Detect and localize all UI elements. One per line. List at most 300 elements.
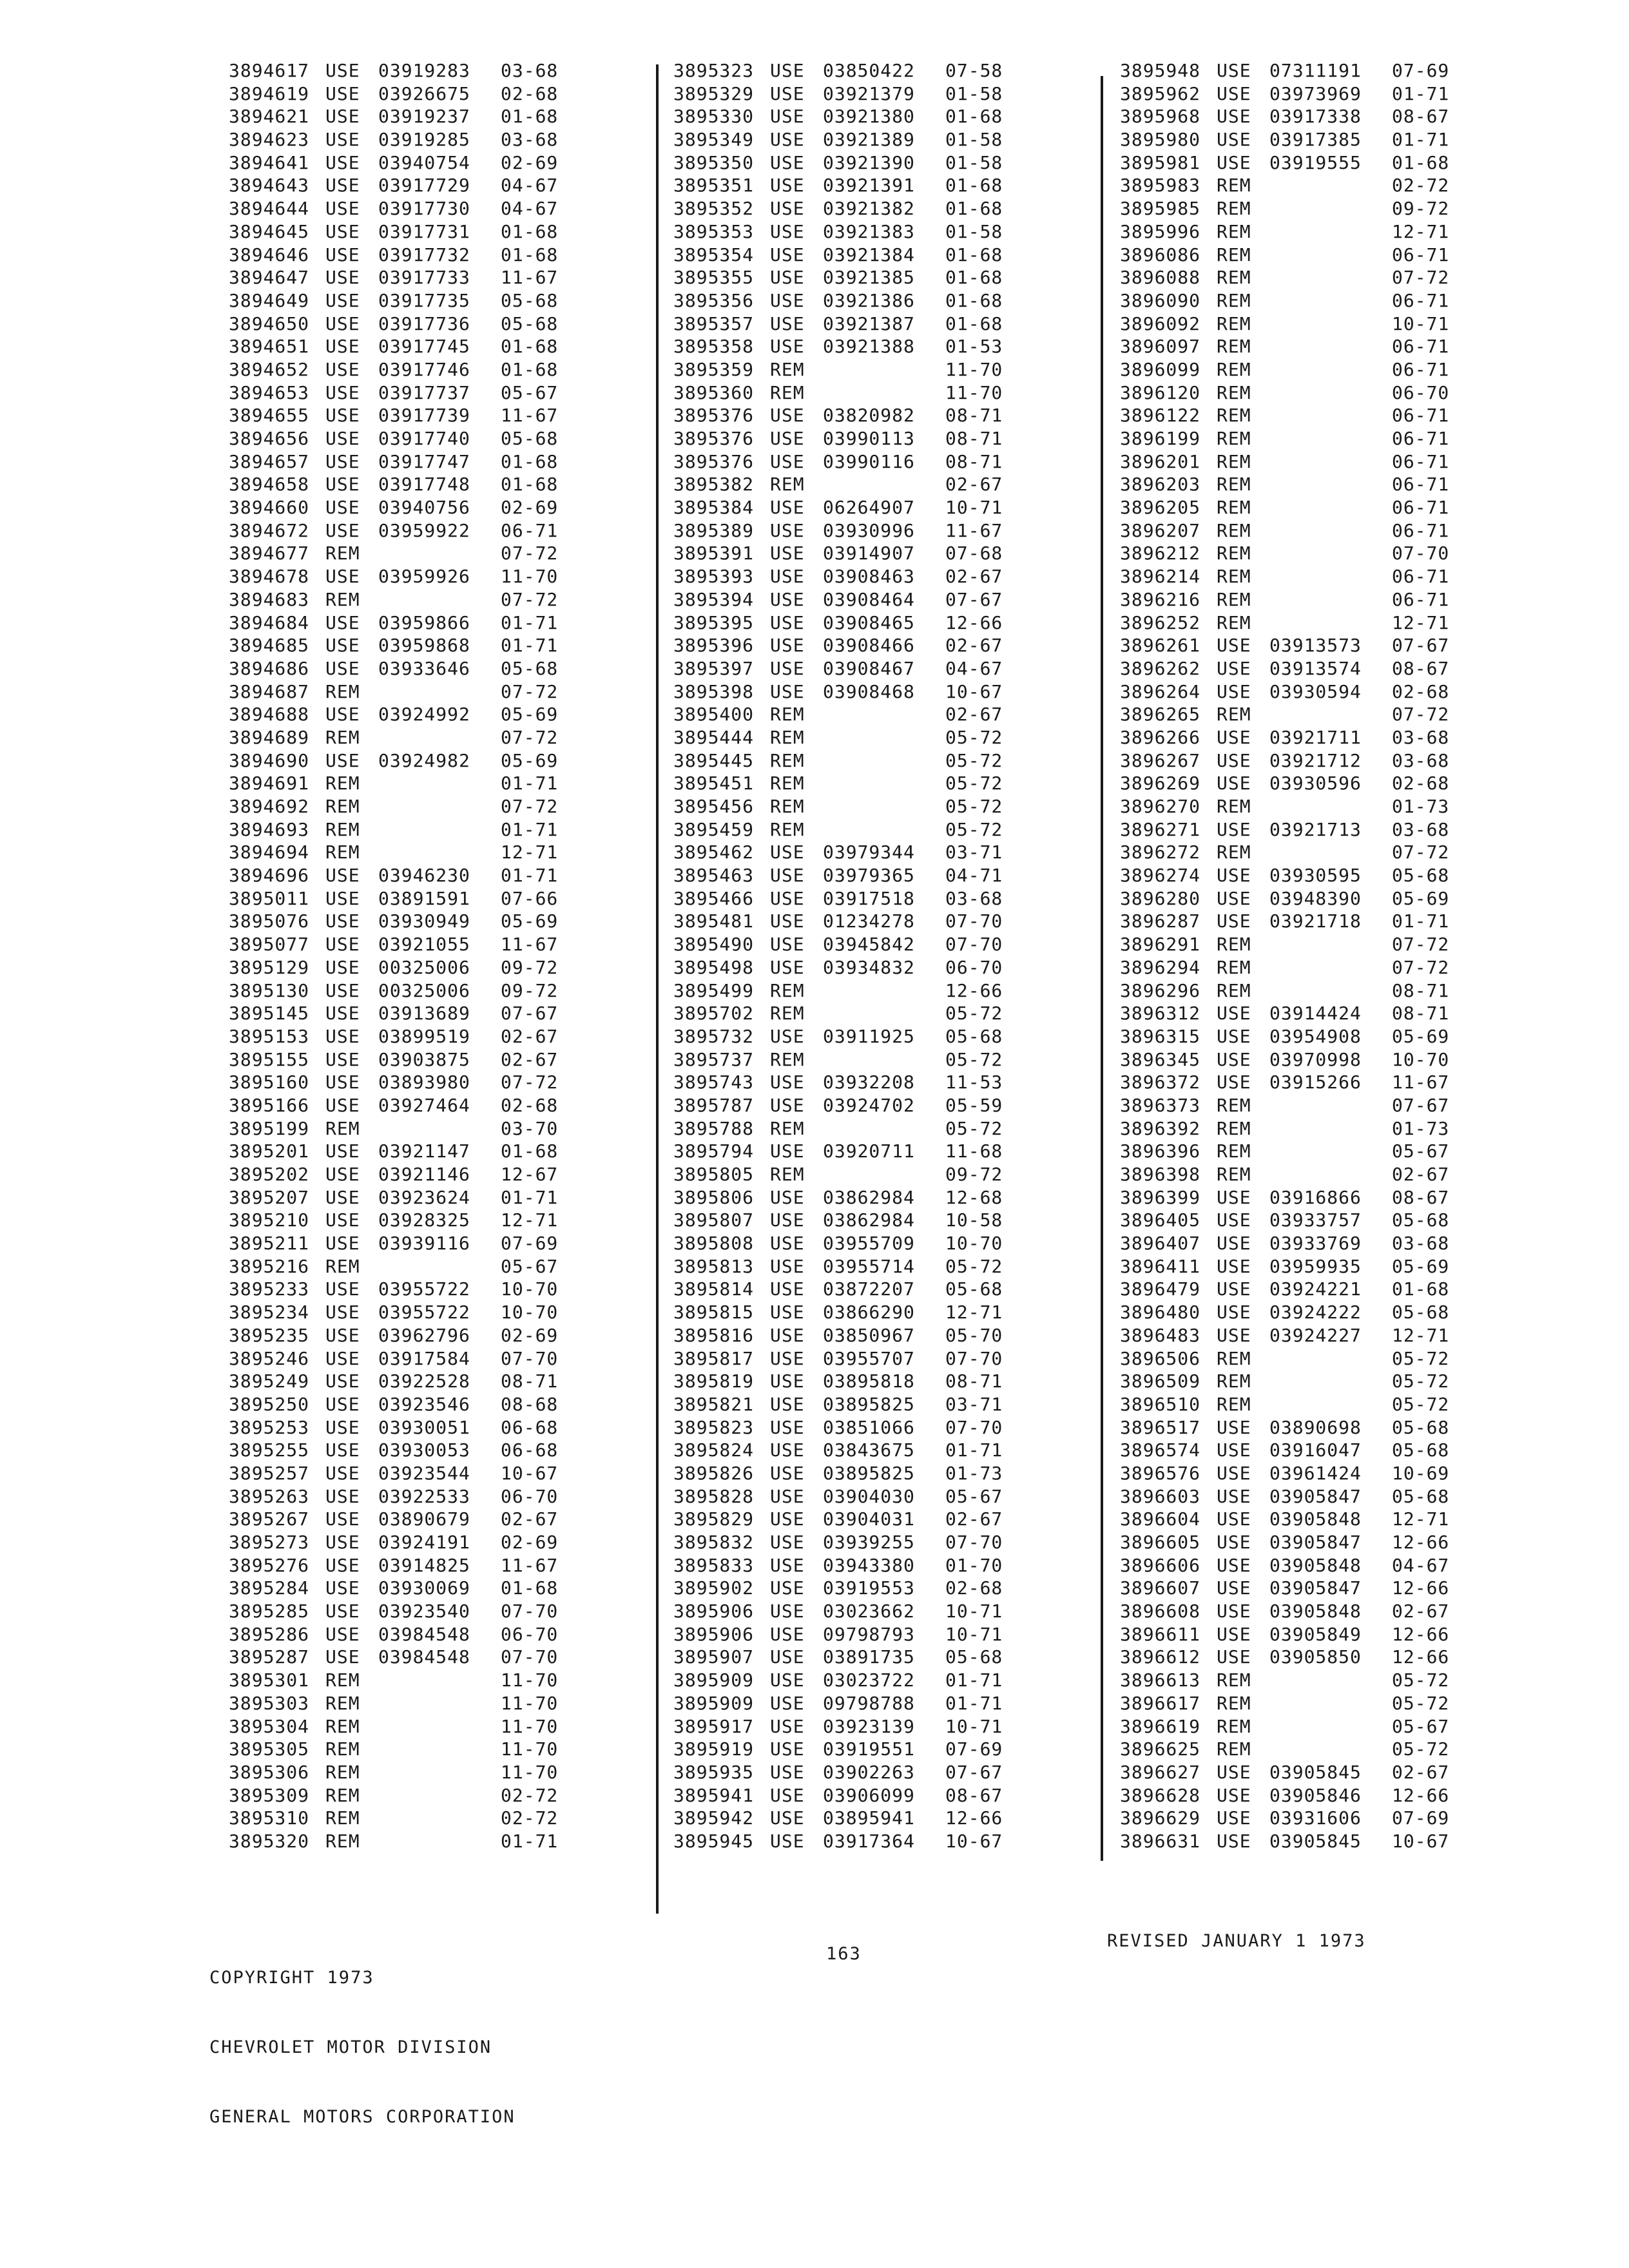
table-row (229, 1508, 565, 1531)
table-row (1120, 1508, 1456, 1531)
effective-date: 12-71 (1392, 1508, 1450, 1530)
part-number: 3895816 (673, 1324, 755, 1346)
part-number: 3895962 (1120, 82, 1201, 104)
part-number: 3895273 (229, 1532, 310, 1553)
effective-date: 07-72 (501, 543, 559, 564)
part-number: 3895833 (673, 1554, 755, 1576)
effective-date: 01-71 (501, 1186, 559, 1208)
part-number: 3895255 (229, 1439, 310, 1461)
part-number: 3895907 (673, 1646, 755, 1668)
part-number: 3895814 (673, 1278, 755, 1300)
action-code: USE (1217, 1209, 1251, 1231)
part-number: 3896506 (1120, 1347, 1201, 1369)
action-code: USE (1217, 1025, 1251, 1047)
replacement-number: 03890679 (378, 1508, 470, 1530)
table-row (1120, 1784, 1456, 1807)
action-code: REM (325, 543, 360, 564)
action-code: REM (1217, 1669, 1251, 1691)
part-number: 3896092 (1120, 312, 1201, 334)
part-number: 3895466 (673, 887, 755, 909)
table-row (1120, 266, 1456, 289)
action-code: REM (325, 1830, 360, 1852)
effective-date: 05-68 (945, 1025, 1003, 1047)
replacement-number: 03924982 (378, 749, 470, 771)
effective-date: 04-67 (501, 198, 559, 220)
table-row (673, 1324, 1010, 1347)
effective-date: 01-68 (945, 244, 1003, 265)
action-code: USE (770, 611, 805, 633)
effective-date: 02-68 (1392, 773, 1450, 794)
effective-date: 10-71 (945, 1715, 1003, 1737)
action-code: USE (770, 1278, 805, 1300)
effective-date: 02-67 (945, 566, 1003, 588)
table-row (1120, 427, 1456, 450)
table-row (673, 1186, 1010, 1209)
action-code: REM (1217, 519, 1251, 541)
table-row (673, 1646, 1010, 1669)
effective-date: 04-67 (945, 657, 1003, 679)
table-row (673, 864, 1010, 887)
table-row (1120, 1462, 1456, 1485)
action-code: REM (325, 818, 360, 840)
part-number: 3895309 (229, 1784, 310, 1806)
part-number: 3895444 (673, 726, 755, 748)
table-row (673, 244, 1010, 267)
table-row (229, 634, 565, 657)
part-number: 3895351 (673, 175, 755, 197)
table-row (229, 703, 565, 726)
effective-date: 07-72 (1392, 934, 1450, 956)
table-row (673, 335, 1010, 358)
table-row (673, 1439, 1010, 1462)
part-number: 3896120 (1120, 381, 1201, 403)
part-number: 3894660 (229, 497, 310, 519)
part-number: 3896212 (1120, 543, 1201, 564)
replacement-number: 03922528 (378, 1370, 470, 1392)
replacement-number: 03955722 (378, 1302, 470, 1323)
table-row (673, 1347, 1010, 1370)
action-code: REM (1217, 497, 1251, 519)
effective-date: 08-67 (1392, 106, 1450, 128)
action-code: USE (325, 566, 360, 588)
effective-date: 12-71 (501, 841, 559, 863)
effective-date: 03-68 (945, 887, 1003, 909)
effective-date: 01-73 (1392, 796, 1450, 817)
effective-date: 12-71 (1392, 611, 1450, 633)
table-row (673, 1531, 1010, 1554)
part-number: 3895909 (673, 1692, 755, 1714)
replacement-number: 03945842 (823, 934, 915, 956)
replacement-number: 03923624 (378, 1186, 470, 1208)
part-number: 3895397 (673, 657, 755, 679)
replacement-number: 09798788 (823, 1692, 915, 1714)
effective-date: 01-68 (501, 244, 559, 265)
table-row (673, 220, 1010, 244)
effective-date: 10-71 (945, 1600, 1003, 1622)
action-code: USE (325, 106, 360, 128)
replacement-number: 03955707 (823, 1347, 915, 1369)
table-row (229, 933, 565, 956)
table-row (1120, 979, 1456, 1003)
effective-date: 08-67 (1392, 657, 1450, 679)
effective-date: 05-68 (501, 657, 559, 679)
effective-date: 12-66 (1392, 1646, 1450, 1668)
part-number: 3895301 (229, 1669, 310, 1691)
table-row (673, 1140, 1010, 1163)
effective-date: 07-69 (945, 1738, 1003, 1760)
table-row (1120, 404, 1456, 427)
replacement-number: 03911925 (823, 1025, 915, 1047)
effective-date: 01-71 (501, 1830, 559, 1852)
table-row (1120, 680, 1456, 704)
action-code: USE (325, 910, 360, 932)
table-row (1120, 289, 1456, 312)
action-code: REM (325, 796, 360, 817)
effective-date: 01-73 (1392, 1117, 1450, 1139)
action-code: REM (325, 1784, 360, 1806)
replacement-number: 03917747 (378, 450, 470, 472)
replacement-number: 03930595 (1269, 865, 1362, 887)
replacement-number: 03923540 (378, 1600, 470, 1622)
replacement-number: 09798793 (823, 1623, 915, 1645)
effective-date: 04-71 (945, 865, 1003, 887)
part-number: 3894677 (229, 543, 310, 564)
effective-date: 07-67 (1392, 635, 1450, 657)
action-code: REM (325, 1738, 360, 1760)
effective-date: 11-70 (501, 1738, 559, 1760)
part-number: 3895985 (1120, 198, 1201, 220)
replacement-number: 03940754 (378, 151, 470, 173)
effective-date: 03-71 (945, 841, 1003, 863)
action-code: USE (1217, 1048, 1251, 1070)
action-code: USE (325, 336, 360, 358)
effective-date: 07-72 (1392, 704, 1450, 726)
part-number: 3895358 (673, 336, 755, 358)
replacement-number: 03895818 (823, 1370, 915, 1392)
table-row (673, 174, 1010, 197)
part-number: 3896205 (1120, 497, 1201, 519)
part-number: 3895306 (229, 1761, 310, 1783)
effective-date: 08-71 (1392, 1003, 1450, 1024)
replacement-number: 03923546 (378, 1393, 470, 1415)
part-number: 3895320 (229, 1830, 310, 1852)
replacement-number: 03921718 (1269, 910, 1362, 932)
action-code: USE (770, 1600, 805, 1622)
table-row (673, 1508, 1010, 1531)
effective-date: 01-71 (501, 818, 559, 840)
part-number: 3896261 (1120, 635, 1201, 657)
table-row (1120, 1117, 1456, 1140)
action-code: REM (770, 818, 805, 840)
table-row (1120, 312, 1456, 336)
table-row (229, 1715, 565, 1738)
action-code: USE (325, 1186, 360, 1208)
effective-date: 05-72 (945, 796, 1003, 817)
part-number: 3895826 (673, 1462, 755, 1484)
effective-date: 06-71 (1392, 474, 1450, 495)
replacement-number: 03913574 (1269, 657, 1362, 679)
part-number: 3894644 (229, 198, 310, 220)
effective-date: 02-69 (501, 1324, 559, 1346)
table-row (229, 473, 565, 496)
action-code: USE (325, 1439, 360, 1461)
replacement-number: 03979344 (823, 841, 915, 863)
action-code: REM (1217, 198, 1251, 220)
effective-date: 05-72 (945, 773, 1003, 794)
table-row (673, 519, 1010, 543)
table-row (229, 1830, 565, 1853)
action-code: USE (325, 1370, 360, 1392)
effective-date: 06-71 (1392, 497, 1450, 519)
part-number: 3895233 (229, 1278, 310, 1300)
part-number: 3895815 (673, 1302, 755, 1323)
effective-date: 07-67 (501, 1003, 559, 1024)
effective-date: 07-69 (501, 1233, 559, 1254)
action-code: USE (770, 198, 805, 220)
effective-date: 06-71 (1392, 566, 1450, 588)
table-row (229, 1531, 565, 1554)
effective-date: 05-69 (1392, 1025, 1450, 1047)
part-number: 3895285 (229, 1600, 310, 1622)
effective-date: 05-68 (501, 312, 559, 334)
table-row (1120, 588, 1456, 611)
part-number: 3896480 (1120, 1302, 1201, 1323)
replacement-number: 00325006 (378, 956, 470, 978)
replacement-number: 03866290 (823, 1302, 915, 1323)
effective-date: 11-70 (501, 1669, 559, 1691)
table-row (673, 956, 1010, 979)
effective-date: 07-72 (1392, 267, 1450, 289)
table-row (673, 749, 1010, 773)
replacement-number: 03023662 (823, 1600, 915, 1622)
part-number: 3895287 (229, 1646, 310, 1668)
table-row (673, 404, 1010, 427)
action-code: USE (1217, 1485, 1251, 1507)
table-row (673, 841, 1010, 864)
part-number: 3896607 (1120, 1577, 1201, 1599)
copyright-line: CHEVROLET MOTOR DIVISION (209, 2037, 492, 2057)
table-row (673, 1094, 1010, 1117)
part-number: 3894621 (229, 106, 310, 128)
effective-date: 12-71 (945, 1302, 1003, 1323)
part-number: 3895349 (673, 129, 755, 151)
effective-date: 05-72 (1392, 1692, 1450, 1714)
part-number: 3896271 (1120, 818, 1201, 840)
action-code: USE (325, 82, 360, 104)
action-code: USE (325, 198, 360, 220)
effective-date: 06-71 (501, 519, 559, 541)
table-row (673, 266, 1010, 289)
table-row (673, 105, 1010, 128)
replacement-number: 03893980 (378, 1072, 470, 1093)
part-number: 3895153 (229, 1025, 310, 1047)
table-row (673, 1232, 1010, 1255)
action-code: REM (1217, 244, 1251, 265)
action-code: USE (1217, 106, 1251, 128)
table-row (229, 427, 565, 450)
action-code: USE (325, 1164, 360, 1185)
part-number: 3895329 (673, 82, 755, 104)
action-code: REM (770, 358, 805, 380)
part-number: 3895456 (673, 796, 755, 817)
table-row (1120, 1048, 1456, 1072)
action-code: USE (325, 1302, 360, 1323)
replacement-number: 03850967 (823, 1324, 915, 1346)
action-code: USE (770, 841, 805, 863)
replacement-number: 03926675 (378, 82, 470, 104)
table-row (1120, 128, 1456, 151)
effective-date: 01-68 (945, 267, 1003, 289)
action-code: USE (325, 1324, 360, 1346)
effective-date: 04-67 (501, 175, 559, 197)
effective-date: 12-71 (1392, 1324, 1450, 1346)
action-code: USE (1217, 887, 1251, 909)
effective-date: 07-69 (1392, 1807, 1450, 1829)
part-number: 3896396 (1120, 1140, 1201, 1162)
action-code: USE (325, 1462, 360, 1484)
effective-date: 10-71 (1392, 312, 1450, 334)
action-code: USE (1217, 910, 1251, 932)
part-number: 3896265 (1120, 704, 1201, 726)
part-number: 3895253 (229, 1416, 310, 1438)
action-code: USE (325, 405, 360, 427)
effective-date: 01-71 (945, 1439, 1003, 1461)
part-number: 3895398 (673, 680, 755, 702)
part-number: 3895396 (673, 635, 755, 657)
action-code: USE (770, 450, 805, 472)
action-code: REM (1217, 1117, 1251, 1139)
effective-date: 05-72 (1392, 1738, 1450, 1760)
table-row (673, 657, 1010, 680)
part-number: 3894672 (229, 519, 310, 541)
table-row (673, 381, 1010, 405)
action-code: USE (325, 129, 360, 151)
table-row (229, 1738, 565, 1761)
replacement-number: 03917748 (378, 474, 470, 495)
effective-date: 02-67 (945, 1508, 1003, 1530)
table-row (673, 887, 1010, 910)
replacement-number: 03919553 (823, 1577, 915, 1599)
effective-date: 05-67 (501, 1255, 559, 1277)
table-row (1120, 174, 1456, 197)
table-row (673, 1807, 1010, 1830)
part-number: 3896203 (1120, 474, 1201, 495)
table-row (673, 634, 1010, 657)
replacement-number: 03921385 (823, 267, 915, 289)
action-code: REM (325, 726, 360, 748)
table-row (229, 1554, 565, 1577)
table-row (1120, 496, 1456, 519)
replacement-number: 03921390 (823, 151, 915, 173)
part-number: 3895832 (673, 1532, 755, 1553)
action-code: USE (770, 1094, 805, 1116)
table-row (229, 680, 565, 704)
effective-date: 02-67 (1392, 1761, 1450, 1783)
action-code: USE (770, 588, 805, 610)
replacement-number: 03905849 (1269, 1623, 1362, 1645)
action-code: USE (770, 151, 805, 173)
action-code: REM (1217, 1347, 1251, 1369)
table-row (1120, 887, 1456, 910)
replacement-number: 03908465 (823, 611, 915, 633)
part-number: 3895357 (673, 312, 755, 334)
action-code: USE (770, 336, 805, 358)
action-code: USE (1217, 1072, 1251, 1093)
replacement-number: 03955709 (823, 1233, 915, 1254)
effective-date: 05-72 (945, 1003, 1003, 1024)
part-number: 3895201 (229, 1140, 310, 1162)
replacement-number: 03895941 (823, 1807, 915, 1829)
replacement-number: 03905847 (1269, 1485, 1362, 1507)
effective-date: 12-66 (945, 1807, 1003, 1829)
replacement-number: 03913689 (378, 1003, 470, 1024)
effective-date: 02-67 (945, 704, 1003, 726)
table-row (1120, 864, 1456, 887)
table-row (1120, 611, 1456, 635)
action-code: USE (1217, 726, 1251, 748)
replacement-number: 03843675 (823, 1439, 915, 1461)
replacement-number: 03917736 (378, 312, 470, 334)
part-number: 3896312 (1120, 1003, 1201, 1024)
effective-date: 06-68 (501, 1416, 559, 1438)
part-number: 3895286 (229, 1623, 310, 1645)
action-code: USE (325, 865, 360, 887)
part-number: 3895284 (229, 1577, 310, 1599)
action-code: USE (770, 267, 805, 289)
part-number: 3895490 (673, 934, 755, 956)
effective-date: 08-71 (1392, 979, 1450, 1001)
table-row (229, 1163, 565, 1186)
action-code: REM (1217, 956, 1251, 978)
part-number: 3894656 (229, 428, 310, 449)
table-row (229, 1186, 565, 1209)
part-number: 3895481 (673, 910, 755, 932)
action-code: USE (1217, 1830, 1251, 1852)
part-number: 3894657 (229, 450, 310, 472)
action-code: USE (770, 1302, 805, 1323)
page-number: 163 (826, 1944, 862, 1964)
table-row (1120, 565, 1456, 588)
action-code: USE (325, 657, 360, 679)
action-code: USE (325, 1416, 360, 1438)
action-code: REM (1217, 1094, 1251, 1116)
table-row (1120, 1646, 1456, 1669)
replacement-number: 03990113 (823, 428, 915, 449)
table-row (229, 565, 565, 588)
table-row (1120, 1600, 1456, 1623)
replacement-number: 03908464 (823, 588, 915, 610)
effective-date: 10-70 (945, 1233, 1003, 1254)
replacement-number: 03930051 (378, 1416, 470, 1438)
effective-date: 02-72 (501, 1807, 559, 1829)
replacement-number: 03943380 (823, 1554, 915, 1576)
action-code: USE (770, 887, 805, 909)
effective-date: 12-71 (501, 1209, 559, 1231)
part-number: 3896345 (1120, 1048, 1201, 1070)
effective-date: 12-66 (1392, 1577, 1450, 1599)
effective-date: 11-67 (501, 267, 559, 289)
effective-date: 05-68 (1392, 1302, 1450, 1323)
part-number: 3894696 (229, 865, 310, 887)
part-number: 3894641 (229, 151, 310, 173)
part-number: 3896264 (1120, 680, 1201, 702)
action-code: USE (325, 1025, 360, 1047)
action-code: REM (1217, 1738, 1251, 1760)
effective-date: 06-71 (1392, 336, 1450, 358)
effective-date: 12-66 (945, 611, 1003, 633)
table-row (1120, 1623, 1456, 1646)
table-row (673, 1048, 1010, 1072)
